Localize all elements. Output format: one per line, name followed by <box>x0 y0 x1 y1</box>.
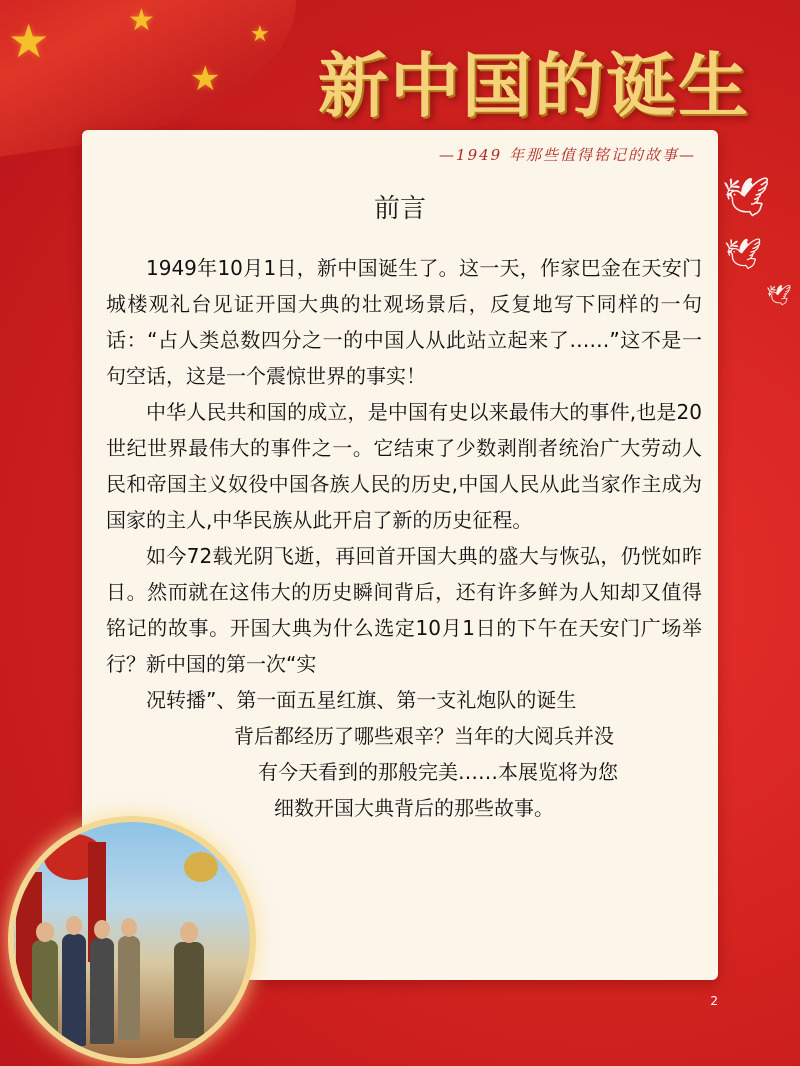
paragraph-1: 1949年10月1日，新中国诞生了。这一天，作家巴金在天安门城楼观礼台见证开国大典的壮观场景后，反复地写下同样的一句话：“占人类总数四分之一的中国人从此站立起来了……”这不是一句空话，这是一个震惊世界的事实！ <box>106 256 702 388</box>
paragraph-2: 中华人民共和国的成立，是中国有史以来最伟大的事件,也是20世纪世界最伟大的事件之一。它结束了少数剥削者统治广大劳动人民和帝国主义奴役中国各族人民的历史,中国人民从此当家作主成为国家的主人,中华民族从此开启了新的历史征程。 <box>106 400 702 532</box>
subtitle: —1949 年那些值得铭记的故事— <box>439 146 696 164</box>
lantern-shape <box>184 852 218 882</box>
figure-shape <box>62 934 86 1046</box>
founding-ceremony-photo <box>14 822 250 1058</box>
dove-icon: 🕊 <box>722 175 771 219</box>
paragraph-3-line: 背后都经历了哪些艰辛？当年的大阅兵并没 <box>234 724 614 748</box>
paragraph-3-line: 况转播”、第一面五星红旗、第一支礼炮队的诞生 <box>146 688 577 712</box>
star-icon: ★ <box>8 14 50 68</box>
figure-shape <box>32 940 58 1050</box>
figure-shape <box>90 938 114 1044</box>
body-text <box>106 250 702 826</box>
star-icon: ★ <box>190 59 221 99</box>
figure-head <box>94 920 110 939</box>
star-icon: ★ <box>128 3 155 38</box>
page-number: 2 <box>710 994 718 1008</box>
paragraph-3-line: 有今天看到的那般完美……本展览将为您 <box>258 760 618 784</box>
figure-head <box>36 922 54 942</box>
star-icon: ★ <box>250 22 270 47</box>
figure-head <box>66 916 82 935</box>
figure-head <box>121 918 137 937</box>
paragraph-3-line: 细数开国大典背后的那些故事。 <box>274 796 554 820</box>
figure-head <box>180 922 198 943</box>
dove-icon: 🕊 <box>724 237 763 272</box>
section-heading: 前言 <box>373 194 426 224</box>
paragraph-3: 如今72载光阴飞逝，再回首开国大典的盛大与恢弘，仍恍如昨日。然而就在这伟大的历史瞬间背后，还有许多鲜为人知却又值得铭记的故事。开国大典为什么选定10月1日的下午在天安门广场举行？新中国的第一次“实 <box>106 544 702 676</box>
dove-icon: 🕊 <box>766 283 792 307</box>
figure-shape <box>118 936 140 1040</box>
figure-shape <box>174 942 204 1038</box>
page-title: 新中国的诞生 <box>318 44 750 127</box>
